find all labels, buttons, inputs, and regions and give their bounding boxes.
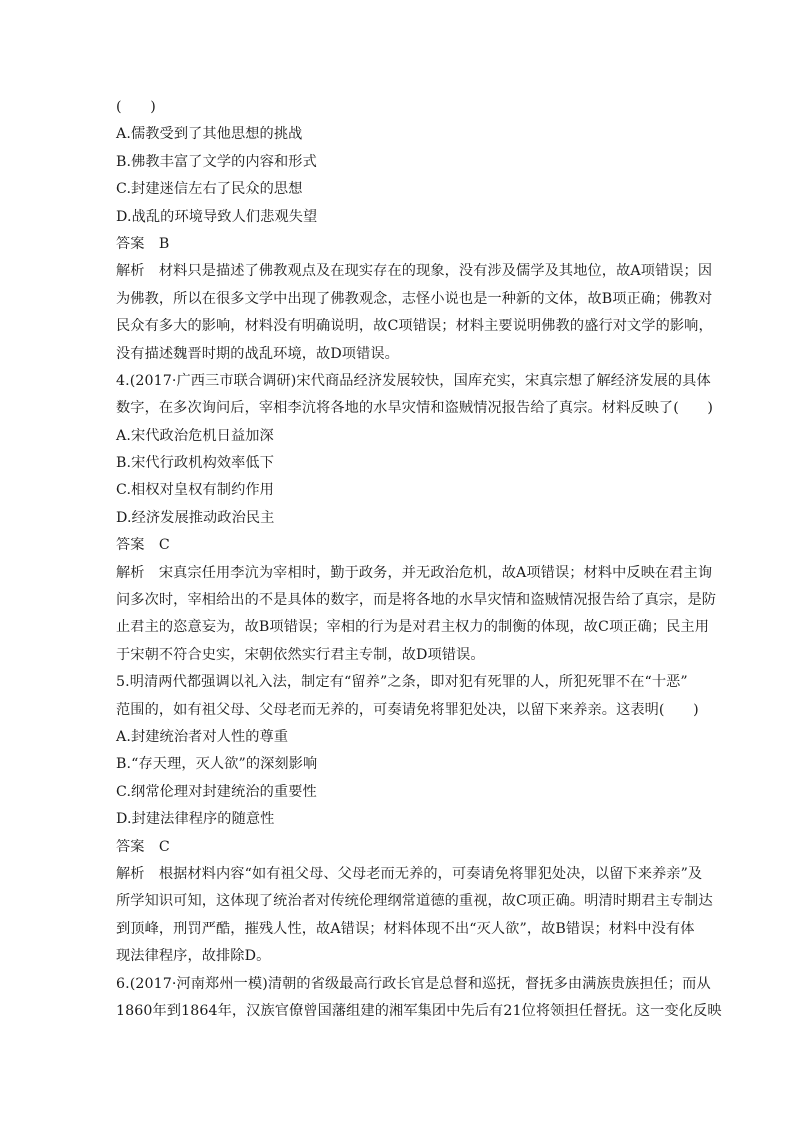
text-line: 答案 C (116, 838, 170, 855)
text-line: ( ) (116, 99, 156, 115)
text-line: A.宋代政治危机日益加深 (116, 427, 274, 444)
text-line: B.宋代行政机构效率低下 (116, 455, 275, 472)
text-line: 解析 宋真宗任用李沆为宰相时，勤于政务，并无政治危机，故A项错误；材料中反映在君主询 (116, 564, 713, 581)
text-line: 民众有多大的影响，材料没有明确说明，故C项错误；材料主要说明佛教的盛行对文学的影响， (116, 318, 713, 335)
text-line: 答案 C (116, 537, 170, 554)
text-line: 没有描述魏晋时期的战乱环境，故D项错误。 (116, 345, 399, 362)
text-line: 解析 材料只是描述了佛教观点及在现实存在的现象，没有涉及儒学及其地位，故A项错误；因 (116, 263, 713, 280)
text-line: 于宋朝不符合史实，宋朝依然实行君主专制，故D项错误。 (116, 646, 485, 663)
text-line: 答案 B (116, 235, 170, 252)
text-line: D.战乱的环境导致人们悲观失望 (116, 208, 318, 225)
text-line: A.儒教受到了其他思想的挑战 (116, 126, 303, 143)
document-body (116, 94, 722, 1025)
text-line: 到顶峰，刑罚严酷，摧残人性，故A错误；材料体现不出“灭人欲”，故B错误；材料中没有体 (116, 920, 695, 937)
text-line: C.纲常伦理对封建统治的重要性 (116, 783, 317, 800)
text-line: 范围的，如有祖父母、父母老而无养的，可奏请免将罪犯处决，以留下来养亲。这表明( ) (116, 701, 699, 718)
text-line: 问多次时，宰相给出的不是具体的数字，而是将各地的水旱灾情和盗贼情况报告给了真宗，是防 (116, 592, 717, 609)
text-line: B.“存天理，灭人欲”的深刻影响 (116, 756, 318, 773)
text-line: 6.(2017·河南郑州一模)清朝的省级最高行政长官是总督和巡抚，督抚多由满族贵族担任；而从 (116, 975, 711, 992)
text-line: 止君主的恣意妄为，故B项错误；宰相的行为是对君主权力的制衡的体现，故C项正确；民主用 (116, 619, 709, 636)
text-line: 现法律程序，故排除D。 (116, 948, 271, 965)
text-line: 为佛教，所以在很多文学中出现了佛教观念，志怪小说也是一种新的文体，故B项正确；佛教对 (116, 290, 713, 307)
text-line: D.经济发展推动政治民主 (116, 509, 275, 526)
text-line: B.佛教丰富了文学的内容和形式 (116, 153, 317, 170)
text-line: 所学知识可知，这体现了统治者对传统伦理纲常道德的重视，故C项正确。明清时期君主专制达 (116, 893, 713, 910)
text-line: 4.(2017·广西三市联合调研)宋代商品经济发展较快，国库充实，宋真宗想了解经济发展的具体 (116, 372, 711, 389)
text-line: A.封建统治者对人性的尊重 (116, 728, 289, 745)
text-line: C.封建迷信左右了民众的思想 (116, 181, 303, 198)
text-line: 解析 根据材料内容“如有祖父母、父母老而无养的，可奏请免将罪犯处决，以留下来养亲”及 (116, 865, 703, 882)
text-line: D.封建法律程序的随意性 (116, 811, 275, 828)
text-line: C.相权对皇权有制约作用 (116, 482, 274, 499)
text-line: 数字，在多次询问后，宰相李沆将各地的水旱灾情和盗贼情况报告给了真宗。材料反映了( ) (116, 400, 714, 417)
text-line: 5.明清两代都强调以礼入法，制定有“留养”之条，即对犯有死罪的人，所犯死罪不在“十恶” (116, 674, 688, 691)
text-line: 1860年到1864年，汉族官僚曾国藩组建的湘军集团中先后有21位将领担任督抚。这一变化反映 (116, 1002, 722, 1019)
